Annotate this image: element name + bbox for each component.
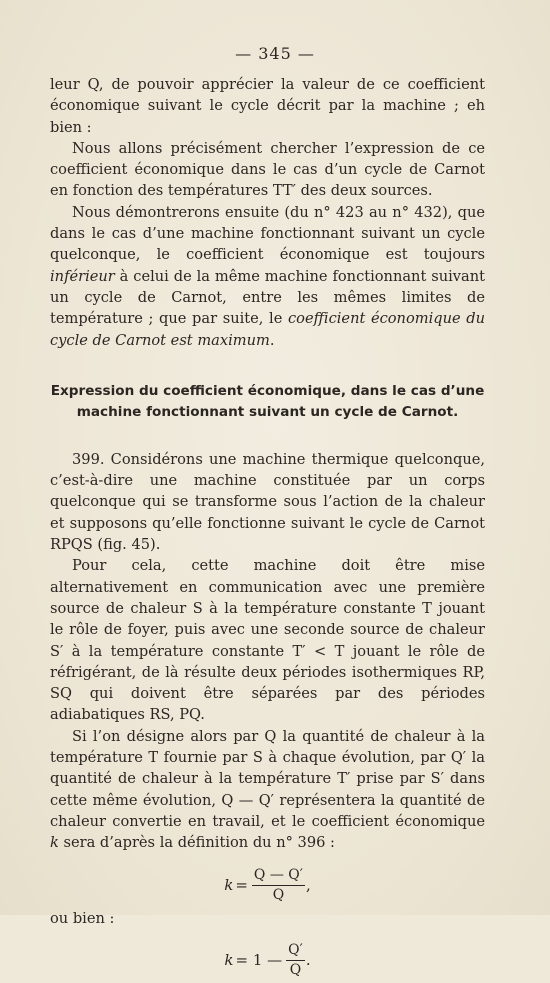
formula-k-one-minus-period: . <box>305 951 311 970</box>
paragraph-definition-text-a: Si l’on désigne alors par Q la quantité de chaleur à la température T fournie par S à chaque évolution, par Q′ la quantité de chaleur à la température T′ prise par S′ dans cette même évolution, Q — Q′ représentera la quantité de chaleur convertie en travail, et le coefficient économique <box>50 727 485 830</box>
fraction-numerator: Q′ <box>286 942 305 961</box>
page-number: — 345 — <box>235 44 315 63</box>
paragraph-sources: Pour cela, cette machine doit être mise alternativement en communication avec une première source de chaleur S à la température constante T jouant le rôle de foyer, puis avec une seconde source de chaleur S′ à la température constante T′ < T jouant le rôle de réfrigérant, de là résulte deux périodes isothermiques RP, SQ qui doivent être séparées par des périodes adiabatiques RS, PQ. <box>50 557 485 724</box>
formula-k-ratio-equals: = <box>235 875 248 894</box>
emphasis-carnot-maximum: coefficient économique du cycle de Carnot est maximum <box>50 310 485 349</box>
fraction-denominator: Q <box>272 887 285 903</box>
formula-k-one-minus-equals: = 1 — <box>235 951 283 970</box>
fraction-denominator: Q <box>289 962 302 979</box>
fraction-numerator: Q — Q′ <box>252 867 305 886</box>
paragraph-definition <box>50 726 485 854</box>
page-body <box>50 74 485 983</box>
section-heading: Expression du coefficient économique, dans le cas d’une machine fonctionnant suivant un cycle de Carnot. <box>50 382 485 420</box>
variable-k: k <box>50 834 59 852</box>
ou-bien-label: ou bien : <box>50 909 115 927</box>
paragraph-demonstration-text-a: Nous démontrerons ensuite (du n° 423 au n° 432), que dans le cas d’une machine fonctionnant suivant un cycle quelconque, le coefficient économique est toujours <box>50 203 485 264</box>
paragraph-demonstration <box>50 202 485 351</box>
formula-k-one-minus <box>50 939 485 983</box>
formula-k-one-minus-lhs: k <box>224 951 234 970</box>
paragraph-definition-text-b: sera d’après la définition du n° 396 : <box>58 834 335 852</box>
formula-k-ratio-comma: , <box>305 875 311 894</box>
paragraph-demonstration-end: . <box>269 331 275 349</box>
paragraph-continuation: leur Q, de pouvoir apprécier la valeur de ce coefficient économique suivant le cycle décrit par la machine ; eh bien : <box>50 76 485 136</box>
paragraph-399: 399. Considérons une machine thermique quelconque, c’est-à-dire une machine constituée par un corps quelconque qui se transforme sous l’action de la chaleur et supposons qu’elle fonctionne suivant le cycle de Carnot RPQS (fig. 45). <box>50 450 485 554</box>
paragraph-demonstration-text-b: à celui de la même machine fonctionnant suivant un cycle de Carnot, entre les mêmes limites de température ; que par suite, le <box>50 267 485 328</box>
formula-k-ratio-lhs: k <box>224 875 234 894</box>
fraction-qprime-over-q <box>286 942 305 979</box>
fraction-q-minus-qprime-over-q <box>252 867 305 904</box>
paragraph-carnot-intro: Nous allons précisément chercher l’expression de ce coefficient économique dans le cas d’un cycle de Carnot en fonction des températures TT′ des deux sources. <box>50 139 485 200</box>
formula-k-ratio <box>50 864 485 908</box>
emphasis-inferieur: inférieur <box>50 267 115 285</box>
